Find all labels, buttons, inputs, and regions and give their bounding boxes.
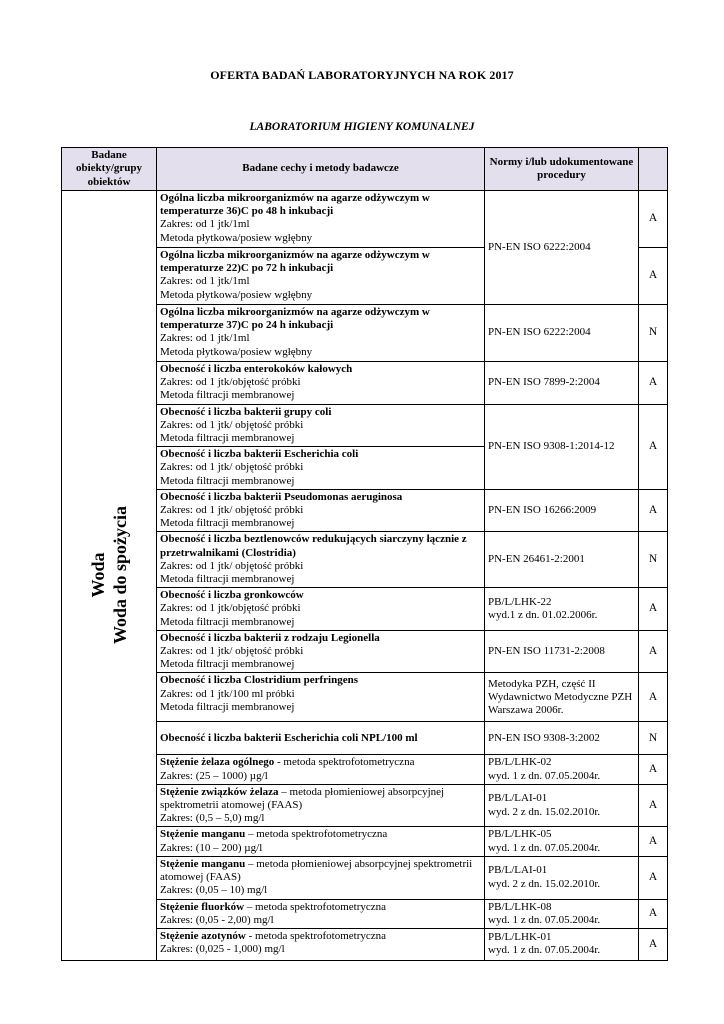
method-name: Obecność i liczba enterokoków kałowych <box>160 363 353 375</box>
norm-cell <box>485 630 639 673</box>
norm-line: wyd. 1 z dn. 07.05.2004r. <box>488 944 601 957</box>
norm-cell <box>485 489 639 532</box>
method-detail: Zakres: (25 – 1000) µg/l <box>160 769 268 782</box>
accreditation-code: N <box>639 305 668 362</box>
method-detail: Zakres: od 1 jtk/1ml <box>160 275 250 288</box>
norm-line: wyd.1 z dn. 01.02.2006r. <box>488 609 598 622</box>
method-detail: Zakres: od 1 jtk/ objętość próbki <box>160 504 304 517</box>
norm-cell <box>485 755 639 784</box>
norm-cell <box>485 673 639 722</box>
method-cell <box>157 588 485 631</box>
norm-line: Warszawa 2006r. <box>488 704 564 717</box>
norm-line: wyd. 1 z dn. 07.05.2004r. <box>488 841 601 854</box>
accreditation-code: A <box>639 856 668 899</box>
method-name: Stężenie fluorków <box>160 900 245 913</box>
method-detail: Metoda filtracji membranowej <box>160 389 295 402</box>
method-description: – metoda płomieniowej absorpcyjnej spektrometrii atomowej (FAAS) <box>160 857 473 884</box>
norm-line: PB/L/LAI-01 <box>488 864 548 877</box>
method-cell <box>157 362 485 405</box>
method-name: Ogólna liczba mikroorganizmów na agarze odżywczym w temperaturze 37)C po 24 h inkubacji <box>160 306 430 332</box>
norm-line: wyd. 1 z dn. 07.05.2004r. <box>488 913 601 926</box>
norm-cell <box>485 404 639 489</box>
accreditation-code: A <box>639 248 668 305</box>
norm-line: PN-EN ISO 9308-3:2002 <box>488 731 600 744</box>
method-detail: Zakres: (0,05 – 10) mg/l <box>160 884 268 897</box>
method-detail: Zakres: (0,025 - 1,000) mg/l <box>160 943 285 956</box>
method-name: Obecność i liczba Clostridium perfringens <box>160 674 358 687</box>
accreditation-code: A <box>639 928 668 960</box>
header-norms: Normy i/lub udokumentowane procedury <box>485 148 639 191</box>
offer-table <box>61 147 668 961</box>
accreditation-code: A <box>639 673 668 722</box>
accreditation-code: A <box>639 588 668 631</box>
method-cell <box>157 248 485 305</box>
method-detail: Metoda filtracji membranowej <box>160 615 295 628</box>
method-name: Stężenie manganu <box>160 857 246 870</box>
method-cell <box>157 928 485 960</box>
norm-line: PN-EN 26461-2:2001 <box>488 553 585 566</box>
method-detail: Metoda płytkowa/posiew wgłębny <box>160 345 313 358</box>
norm-cell <box>485 722 639 755</box>
page-title: OFERTA BADAŃ LABORATORYJNYCH NA ROK 2017 <box>210 68 514 82</box>
method-description: – metoda spektrofotometryczna <box>244 900 387 913</box>
norm-line: wyd. 2 z dn. 15.02.2010r. <box>488 805 601 818</box>
method-name: Stężenie żelaza ogólnego <box>160 756 275 769</box>
norm-line: PB/L/LHK-08 <box>488 900 552 913</box>
method-name: Obecność i liczba bakterii grupy coli <box>160 405 332 418</box>
method-detail: Metoda filtracji membranowej <box>160 474 295 487</box>
norm-cell <box>485 928 639 960</box>
header-code <box>639 148 668 191</box>
method-detail: Metoda płytkowa/posiew wgłębny <box>160 231 313 244</box>
accreditation-code: A <box>639 755 668 784</box>
table-header-row <box>62 148 668 191</box>
method-detail: Zakres: od 1 jtk/objętość próbki <box>160 602 301 615</box>
norm-line: PB/L/LHK-02 <box>488 756 552 769</box>
method-name: Ogólna liczba mikroorganizmów na agarze odżywczym w temperaturze 36)C po 48 h inkubacji <box>160 192 430 218</box>
method-cell <box>157 899 485 928</box>
method-name: Obecność i liczba beztlenowców redukujących siarczyny łącznie z przetrwalnikami (Clostridia) <box>160 533 467 559</box>
method-cell <box>157 532 485 588</box>
header-methods: Badane cechy i metody badawcze <box>157 148 485 191</box>
method-cell <box>157 673 485 722</box>
method-name: Ogólna liczba mikroorganizmów na agarze odżywczym w temperaturze 22)C po 72 h inkubacji <box>160 249 430 275</box>
method-detail: Zakres: od 1 jtk/1ml <box>160 332 250 345</box>
object-group-cell <box>62 191 157 961</box>
norm-line: PB/L/LHK-22 <box>488 595 552 608</box>
method-cell <box>157 447 485 490</box>
norm-cell <box>485 856 639 899</box>
method-description: – metoda płomieniowej absorpcyjnej spektrometrii atomowej (FAAS) <box>160 785 445 812</box>
norm-cell <box>485 899 639 928</box>
method-cell <box>157 305 485 362</box>
method-detail: Zakres: (0,5 – 5,0) mg/l <box>160 812 265 825</box>
method-detail: Metoda filtracji membranowej <box>160 700 295 713</box>
page-subtitle: LABORATORIUM HIGIENY KOMUNALNEJ <box>249 121 475 133</box>
norm-line: PN-EN ISO 7899-2:2004 <box>488 376 600 389</box>
norm-cell <box>485 827 639 856</box>
accreditation-code: A <box>639 489 668 532</box>
norm-line: PB/L/LHK-01 <box>488 931 552 944</box>
norm-cell <box>485 362 639 405</box>
norm-line: wyd. 1 z dn. 07.05.2004r. <box>488 769 601 782</box>
norm-line: PN-EN ISO 6222:2004 <box>488 326 591 339</box>
method-name: Obecność i liczba bakterii Escherichia coli <box>160 448 359 461</box>
accreditation-code: A <box>639 899 668 928</box>
table-row <box>62 191 668 248</box>
method-detail: Zakres: od 1 jtk/100 ml próbki <box>160 687 295 700</box>
method-description: – metoda spektrofotometryczna <box>245 828 388 841</box>
method-detail: Metoda płytkowa/posiew wgłębny <box>160 288 313 301</box>
method-description: - metoda spektrofotometryczna <box>274 756 415 769</box>
norm-line: PB/L/LHK-05 <box>488 828 552 841</box>
method-detail: Zakres: od 1 jtk/1ml <box>160 218 250 231</box>
method-detail: Zakres: od 1 jtk/ objętość próbki <box>160 559 304 572</box>
method-detail: Zakres: (10 – 200) µg/l <box>160 841 263 854</box>
method-detail: Zakres: od 1 jtk/ objętość próbki <box>160 645 304 658</box>
method-cell <box>157 827 485 856</box>
norm-line: PN-EN ISO 9308-1:2014-12 <box>488 440 615 453</box>
accreditation-code: A <box>639 191 668 248</box>
accreditation-code: A <box>639 362 668 405</box>
method-description: - metoda spektrofotometryczna <box>245 929 387 942</box>
norm-cell <box>485 784 639 827</box>
norm-line: PN-EN ISO 16266:2009 <box>488 504 597 517</box>
norm-cell <box>485 305 639 362</box>
object-group-label <box>87 506 131 644</box>
accreditation-code: N <box>639 532 668 588</box>
method-detail: Zakres: od 1 jtk/objętość próbki <box>160 376 301 389</box>
object-group-subname: Woda do spożycia <box>110 506 130 645</box>
norm-cell <box>485 191 639 305</box>
method-name: Stężenie manganu <box>160 828 246 841</box>
method-name: Obecność i liczba gronkowców <box>160 589 304 602</box>
norm-cell <box>485 588 639 631</box>
norm-line: PB/L/LAI-01 <box>488 792 548 805</box>
method-detail: Metoda filtracji membranowej <box>160 432 295 445</box>
method-name: Stężenie związków żelaza <box>160 785 279 798</box>
method-name: Stężenie azotynów <box>160 929 246 942</box>
object-group-name: Woda <box>88 552 108 598</box>
method-cell <box>157 191 485 248</box>
norm-line: Metodyka PZH, część II <box>488 677 596 690</box>
method-name: Obecność i liczba bakterii z rodzaju Legionella <box>160 631 380 644</box>
method-cell <box>157 489 485 532</box>
norm-line: PN-EN ISO 6222:2004 <box>488 240 591 253</box>
accreditation-code: A <box>639 404 668 489</box>
method-cell <box>157 722 485 755</box>
accreditation-code: N <box>639 722 668 755</box>
method-name: Obecność i liczba bakterii Pseudomonas aeruginosa <box>160 490 403 503</box>
norm-line: wyd. 2 z dn. 15.02.2010r. <box>488 877 601 890</box>
method-detail: Zakres: (0,05 - 2,00) mg/l <box>160 913 274 926</box>
method-detail: Metoda filtracji membranowej <box>160 658 295 671</box>
method-detail: Zakres: od 1 jtk/ objętość próbki <box>160 418 304 431</box>
method-detail: Metoda filtracji membranowej <box>160 517 295 530</box>
norm-line: Wydawnictwo Metodyczne PZH <box>488 690 633 703</box>
method-cell <box>157 630 485 673</box>
accreditation-code: A <box>639 630 668 673</box>
norm-cell <box>485 532 639 588</box>
method-cell <box>157 755 485 784</box>
method-cell <box>157 404 485 447</box>
method-name: Obecność i liczba bakterii Escherichia coli NPL/100 ml <box>160 731 418 744</box>
method-cell <box>157 784 485 827</box>
method-detail: Metoda filtracji membranowej <box>160 573 295 586</box>
method-cell <box>157 856 485 899</box>
method-detail: Zakres: od 1 jtk/ objętość próbki <box>160 461 304 474</box>
accreditation-code: A <box>639 827 668 856</box>
accreditation-code: A <box>639 784 668 827</box>
header-objects: Badane obiekty/grupy obiektów <box>62 148 157 191</box>
norm-line: PN-EN ISO 11731-2:2008 <box>488 645 605 658</box>
